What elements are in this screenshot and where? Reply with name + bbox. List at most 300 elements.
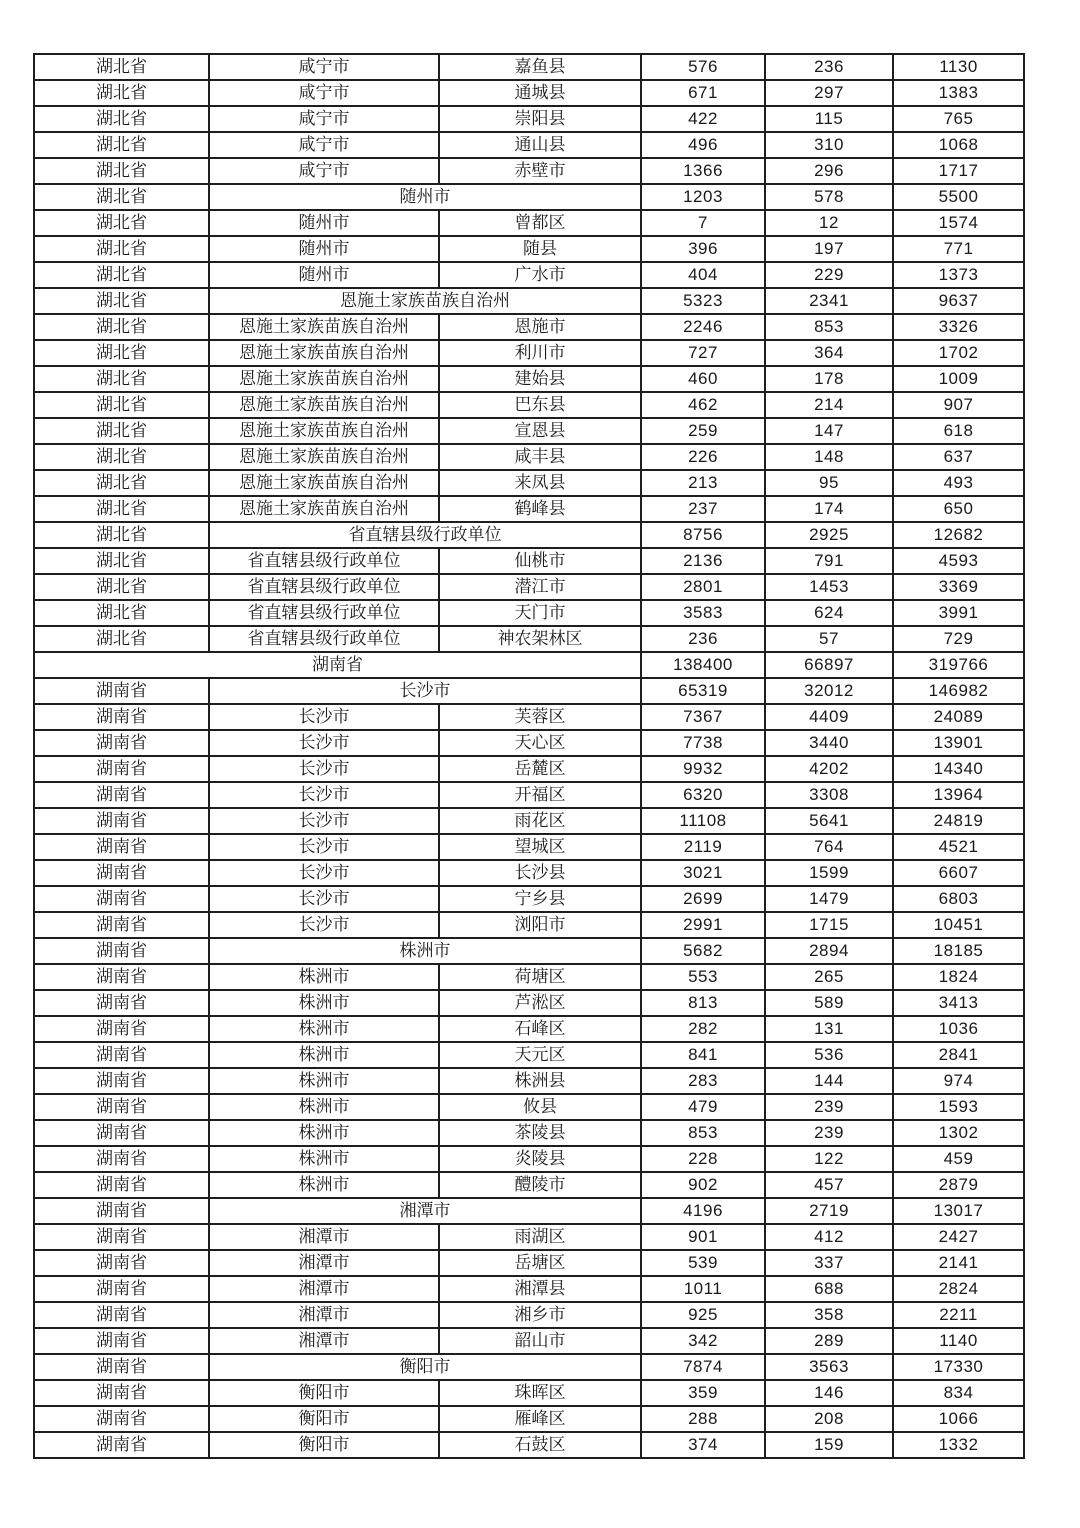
value-cell: 5500 — [893, 184, 1024, 210]
county-cell: 神农架林区 — [439, 626, 641, 652]
table-row — [34, 990, 1024, 1016]
value-cell: 229 — [765, 262, 893, 288]
value-cell: 813 — [641, 990, 765, 1016]
province-cell: 湖南省 — [34, 1042, 209, 1068]
value-cell: 115 — [765, 106, 893, 132]
city-summary-cell: 湘潭市 — [209, 1198, 641, 1224]
province-cell: 湖北省 — [34, 210, 209, 236]
value-cell: 259 — [641, 418, 765, 444]
city-cell: 咸宁市 — [209, 80, 439, 106]
province-cell: 湖北省 — [34, 262, 209, 288]
province-cell: 湖南省 — [34, 886, 209, 912]
province-cell: 湖南省 — [34, 1328, 209, 1354]
table-row — [34, 1068, 1024, 1094]
city-cell: 恩施土家族苗族自治州 — [209, 366, 439, 392]
city-cell: 湘潭市 — [209, 1276, 439, 1302]
table-row — [34, 1172, 1024, 1198]
city-cell: 湘潭市 — [209, 1224, 439, 1250]
value-cell: 576 — [641, 54, 765, 80]
city-cell: 咸宁市 — [209, 132, 439, 158]
value-cell: 265 — [765, 964, 893, 990]
value-cell: 925 — [641, 1302, 765, 1328]
province-cell: 湖南省 — [34, 730, 209, 756]
province-cell: 湖北省 — [34, 574, 209, 600]
value-cell: 197 — [765, 236, 893, 262]
table-row — [34, 834, 1024, 860]
value-cell: 2824 — [893, 1276, 1024, 1302]
table-row — [34, 808, 1024, 834]
province-cell: 湖南省 — [34, 1406, 209, 1432]
value-cell: 213 — [641, 470, 765, 496]
value-cell: 2211 — [893, 1302, 1024, 1328]
table-row — [34, 262, 1024, 288]
city-cell: 省直辖县级行政单位 — [209, 574, 439, 600]
city-cell: 咸宁市 — [209, 106, 439, 132]
table-row — [34, 1146, 1024, 1172]
value-cell: 618 — [893, 418, 1024, 444]
value-cell: 2119 — [641, 834, 765, 860]
value-cell: 146 — [765, 1380, 893, 1406]
value-cell: 2136 — [641, 548, 765, 574]
value-cell: 479 — [641, 1094, 765, 1120]
province-cell: 湖南省 — [34, 990, 209, 1016]
county-cell: 石峰区 — [439, 1016, 641, 1042]
table-row — [34, 600, 1024, 626]
city-cell: 恩施土家族苗族自治州 — [209, 470, 439, 496]
value-cell: 902 — [641, 1172, 765, 1198]
table-row — [34, 1328, 1024, 1354]
table-row — [34, 782, 1024, 808]
province-cell: 湖南省 — [34, 912, 209, 938]
value-cell: 342 — [641, 1328, 765, 1354]
county-cell: 湘潭县 — [439, 1276, 641, 1302]
value-cell: 1332 — [893, 1432, 1024, 1458]
province-cell: 湖南省 — [34, 704, 209, 730]
county-cell: 天元区 — [439, 1042, 641, 1068]
county-cell: 潜江市 — [439, 574, 641, 600]
county-cell: 天门市 — [439, 600, 641, 626]
table-row — [34, 678, 1024, 704]
value-cell: 3369 — [893, 574, 1024, 600]
value-cell: 4196 — [641, 1198, 765, 1224]
county-cell: 崇阳县 — [439, 106, 641, 132]
province-summary-cell: 湖南省 — [34, 652, 641, 678]
table-row — [34, 756, 1024, 782]
province-cell: 湖北省 — [34, 184, 209, 210]
value-cell: 688 — [765, 1276, 893, 1302]
city-cell: 湘潭市 — [209, 1328, 439, 1354]
value-cell: 493 — [893, 470, 1024, 496]
value-cell: 364 — [765, 340, 893, 366]
table-row — [34, 314, 1024, 340]
county-cell: 嘉鱼县 — [439, 54, 641, 80]
city-summary-cell: 恩施土家族苗族自治州 — [209, 288, 641, 314]
table-row — [34, 964, 1024, 990]
value-cell: 1036 — [893, 1016, 1024, 1042]
table-row — [34, 366, 1024, 392]
value-cell: 901 — [641, 1224, 765, 1250]
value-cell: 9637 — [893, 288, 1024, 314]
county-cell: 赤壁市 — [439, 158, 641, 184]
value-cell: 310 — [765, 132, 893, 158]
county-cell: 开福区 — [439, 782, 641, 808]
table-row — [34, 652, 1024, 678]
county-cell: 岳麓区 — [439, 756, 641, 782]
city-cell: 长沙市 — [209, 808, 439, 834]
value-cell: 14340 — [893, 756, 1024, 782]
province-cell: 湖南省 — [34, 938, 209, 964]
value-cell: 146982 — [893, 678, 1024, 704]
county-cell: 曾都区 — [439, 210, 641, 236]
table-row — [34, 132, 1024, 158]
value-cell: 2991 — [641, 912, 765, 938]
county-cell: 咸丰县 — [439, 444, 641, 470]
province-cell: 湖南省 — [34, 808, 209, 834]
county-cell: 浏阳市 — [439, 912, 641, 938]
value-cell: 650 — [893, 496, 1024, 522]
value-cell: 1593 — [893, 1094, 1024, 1120]
county-cell: 巴东县 — [439, 392, 641, 418]
county-cell: 芙蓉区 — [439, 704, 641, 730]
county-cell: 芦淞区 — [439, 990, 641, 1016]
city-cell: 咸宁市 — [209, 54, 439, 80]
city-cell: 长沙市 — [209, 860, 439, 886]
county-cell: 鹤峰县 — [439, 496, 641, 522]
value-cell: 236 — [641, 626, 765, 652]
value-cell: 2879 — [893, 1172, 1024, 1198]
city-cell: 长沙市 — [209, 756, 439, 782]
value-cell: 18185 — [893, 938, 1024, 964]
table-row — [34, 1016, 1024, 1042]
county-cell: 株洲县 — [439, 1068, 641, 1094]
table-row — [34, 548, 1024, 574]
value-cell: 3583 — [641, 600, 765, 626]
province-cell: 湖南省 — [34, 1354, 209, 1380]
county-cell: 石鼓区 — [439, 1432, 641, 1458]
table-row — [34, 1302, 1024, 1328]
value-cell: 1453 — [765, 574, 893, 600]
value-cell: 2341 — [765, 288, 893, 314]
value-cell: 765 — [893, 106, 1024, 132]
city-cell: 株洲市 — [209, 1016, 439, 1042]
value-cell: 13964 — [893, 782, 1024, 808]
table-row — [34, 1198, 1024, 1224]
province-cell: 湖南省 — [34, 1120, 209, 1146]
province-cell: 湖北省 — [34, 236, 209, 262]
value-cell: 1066 — [893, 1406, 1024, 1432]
value-cell: 337 — [765, 1250, 893, 1276]
province-cell: 湖北省 — [34, 496, 209, 522]
value-cell: 358 — [765, 1302, 893, 1328]
value-cell: 17330 — [893, 1354, 1024, 1380]
value-cell: 12682 — [893, 522, 1024, 548]
county-cell: 宁乡县 — [439, 886, 641, 912]
province-cell: 湖北省 — [34, 548, 209, 574]
province-cell: 湖南省 — [34, 1146, 209, 1172]
value-cell: 1717 — [893, 158, 1024, 184]
province-cell: 湖南省 — [34, 964, 209, 990]
value-cell: 8756 — [641, 522, 765, 548]
city-cell: 株洲市 — [209, 964, 439, 990]
value-cell: 3440 — [765, 730, 893, 756]
province-cell: 湖北省 — [34, 158, 209, 184]
table-row — [34, 938, 1024, 964]
value-cell: 764 — [765, 834, 893, 860]
table-row — [34, 80, 1024, 106]
city-summary-cell: 长沙市 — [209, 678, 641, 704]
value-cell: 237 — [641, 496, 765, 522]
city-cell: 株洲市 — [209, 1094, 439, 1120]
county-cell: 天心区 — [439, 730, 641, 756]
table-row — [34, 1224, 1024, 1250]
value-cell: 3308 — [765, 782, 893, 808]
province-cell: 湖南省 — [34, 1224, 209, 1250]
value-cell: 853 — [641, 1120, 765, 1146]
city-summary-cell: 省直辖县级行政单位 — [209, 522, 641, 548]
value-cell: 66897 — [765, 652, 893, 678]
table-row — [34, 1042, 1024, 1068]
value-cell: 7367 — [641, 704, 765, 730]
table-row — [34, 470, 1024, 496]
value-cell: 791 — [765, 548, 893, 574]
value-cell: 239 — [765, 1120, 893, 1146]
value-cell: 5323 — [641, 288, 765, 314]
table-row — [34, 1406, 1024, 1432]
province-cell: 湖南省 — [34, 1172, 209, 1198]
city-summary-cell: 随州市 — [209, 184, 641, 210]
city-cell: 湘潭市 — [209, 1302, 439, 1328]
city-cell: 省直辖县级行政单位 — [209, 548, 439, 574]
value-cell: 853 — [765, 314, 893, 340]
province-cell: 湖北省 — [34, 522, 209, 548]
value-cell: 1302 — [893, 1120, 1024, 1146]
value-cell: 359 — [641, 1380, 765, 1406]
value-cell: 671 — [641, 80, 765, 106]
county-cell: 韶山市 — [439, 1328, 641, 1354]
value-cell: 1366 — [641, 158, 765, 184]
value-cell: 174 — [765, 496, 893, 522]
city-cell: 恩施土家族苗族自治州 — [209, 314, 439, 340]
province-cell: 湖南省 — [34, 834, 209, 860]
value-cell: 5682 — [641, 938, 765, 964]
city-cell: 长沙市 — [209, 912, 439, 938]
province-cell: 湖南省 — [34, 1380, 209, 1406]
value-cell: 578 — [765, 184, 893, 210]
value-cell: 6803 — [893, 886, 1024, 912]
county-cell: 雁峰区 — [439, 1406, 641, 1432]
province-cell: 湖北省 — [34, 418, 209, 444]
value-cell: 1383 — [893, 80, 1024, 106]
value-cell: 1373 — [893, 262, 1024, 288]
value-cell: 2841 — [893, 1042, 1024, 1068]
county-cell: 利川市 — [439, 340, 641, 366]
province-cell: 湖北省 — [34, 132, 209, 158]
value-cell: 228 — [641, 1146, 765, 1172]
city-cell: 衡阳市 — [209, 1380, 439, 1406]
table-row — [34, 54, 1024, 80]
value-cell: 283 — [641, 1068, 765, 1094]
table-row — [34, 1094, 1024, 1120]
value-cell: 3326 — [893, 314, 1024, 340]
value-cell: 1574 — [893, 210, 1024, 236]
table-row — [34, 704, 1024, 730]
county-cell: 攸县 — [439, 1094, 641, 1120]
value-cell: 236 — [765, 54, 893, 80]
value-cell: 6320 — [641, 782, 765, 808]
value-cell: 147 — [765, 418, 893, 444]
province-cell: 湖北省 — [34, 366, 209, 392]
value-cell: 404 — [641, 262, 765, 288]
city-cell: 恩施土家族苗族自治州 — [209, 444, 439, 470]
province-cell: 湖北省 — [34, 626, 209, 652]
city-summary-cell: 株洲市 — [209, 938, 641, 964]
value-cell: 214 — [765, 392, 893, 418]
city-cell: 长沙市 — [209, 782, 439, 808]
county-cell: 珠晖区 — [439, 1380, 641, 1406]
value-cell: 462 — [641, 392, 765, 418]
table-row — [34, 1432, 1024, 1458]
value-cell: 459 — [893, 1146, 1024, 1172]
table-row — [34, 236, 1024, 262]
value-cell: 319766 — [893, 652, 1024, 678]
value-cell: 974 — [893, 1068, 1024, 1094]
value-cell: 24819 — [893, 808, 1024, 834]
province-cell: 湖北省 — [34, 54, 209, 80]
city-cell: 长沙市 — [209, 886, 439, 912]
value-cell: 32012 — [765, 678, 893, 704]
county-cell: 仙桃市 — [439, 548, 641, 574]
value-cell: 3991 — [893, 600, 1024, 626]
city-cell: 长沙市 — [209, 834, 439, 860]
province-cell: 湖南省 — [34, 1302, 209, 1328]
county-cell: 荷塘区 — [439, 964, 641, 990]
table-row — [34, 288, 1024, 314]
value-cell: 1068 — [893, 132, 1024, 158]
city-cell: 株洲市 — [209, 1042, 439, 1068]
value-cell: 178 — [765, 366, 893, 392]
county-cell: 茶陵县 — [439, 1120, 641, 1146]
table-row — [34, 912, 1024, 938]
value-cell: 7 — [641, 210, 765, 236]
value-cell: 1479 — [765, 886, 893, 912]
value-cell: 457 — [765, 1172, 893, 1198]
city-cell: 株洲市 — [209, 1146, 439, 1172]
value-cell: 422 — [641, 106, 765, 132]
value-cell: 2141 — [893, 1250, 1024, 1276]
value-cell: 9932 — [641, 756, 765, 782]
city-cell: 省直辖县级行政单位 — [209, 600, 439, 626]
city-cell: 随州市 — [209, 262, 439, 288]
province-cell: 湖南省 — [34, 1094, 209, 1120]
province-cell: 湖北省 — [34, 80, 209, 106]
table-row — [34, 1120, 1024, 1146]
value-cell: 4202 — [765, 756, 893, 782]
table-row — [34, 496, 1024, 522]
county-cell: 随县 — [439, 236, 641, 262]
value-cell: 122 — [765, 1146, 893, 1172]
county-cell: 广水市 — [439, 262, 641, 288]
value-cell: 771 — [893, 236, 1024, 262]
province-cell: 湖南省 — [34, 860, 209, 886]
table-row — [34, 886, 1024, 912]
value-cell: 834 — [893, 1380, 1024, 1406]
city-cell: 株洲市 — [209, 1068, 439, 1094]
value-cell: 729 — [893, 626, 1024, 652]
value-cell: 374 — [641, 1432, 765, 1458]
city-cell: 衡阳市 — [209, 1406, 439, 1432]
value-cell: 159 — [765, 1432, 893, 1458]
city-cell: 恩施土家族苗族自治州 — [209, 340, 439, 366]
province-cell: 湖北省 — [34, 600, 209, 626]
value-cell: 2719 — [765, 1198, 893, 1224]
city-cell: 省直辖县级行政单位 — [209, 626, 439, 652]
value-cell: 297 — [765, 80, 893, 106]
table-row — [34, 860, 1024, 886]
value-cell: 6607 — [893, 860, 1024, 886]
province-cell: 湖南省 — [34, 1250, 209, 1276]
province-cell: 湖南省 — [34, 756, 209, 782]
value-cell: 11108 — [641, 808, 765, 834]
province-cell: 湖南省 — [34, 782, 209, 808]
value-cell: 3021 — [641, 860, 765, 886]
value-cell: 2427 — [893, 1224, 1024, 1250]
value-cell: 24089 — [893, 704, 1024, 730]
province-cell: 湖北省 — [34, 470, 209, 496]
value-cell: 4593 — [893, 548, 1024, 574]
value-cell: 289 — [765, 1328, 893, 1354]
county-cell: 通山县 — [439, 132, 641, 158]
table-row — [34, 158, 1024, 184]
city-summary-cell: 衡阳市 — [209, 1354, 641, 1380]
value-cell: 5641 — [765, 808, 893, 834]
value-cell: 57 — [765, 626, 893, 652]
value-cell: 1009 — [893, 366, 1024, 392]
table-row — [34, 418, 1024, 444]
region-statistics-table — [33, 53, 1025, 1459]
city-cell: 株洲市 — [209, 990, 439, 1016]
value-cell: 841 — [641, 1042, 765, 1068]
province-cell: 湖南省 — [34, 1068, 209, 1094]
value-cell: 1824 — [893, 964, 1024, 990]
value-cell: 3413 — [893, 990, 1024, 1016]
value-cell: 95 — [765, 470, 893, 496]
province-cell: 湖南省 — [34, 678, 209, 704]
value-cell: 148 — [765, 444, 893, 470]
value-cell: 296 — [765, 158, 893, 184]
value-cell: 12 — [765, 210, 893, 236]
table-row — [34, 444, 1024, 470]
value-cell: 3563 — [765, 1354, 893, 1380]
value-cell: 65319 — [641, 678, 765, 704]
value-cell: 138400 — [641, 652, 765, 678]
value-cell: 1130 — [893, 54, 1024, 80]
value-cell: 4521 — [893, 834, 1024, 860]
value-cell: 1715 — [765, 912, 893, 938]
value-cell: 624 — [765, 600, 893, 626]
county-cell: 炎陵县 — [439, 1146, 641, 1172]
value-cell: 239 — [765, 1094, 893, 1120]
value-cell: 131 — [765, 1016, 893, 1042]
value-cell: 1011 — [641, 1276, 765, 1302]
city-cell: 株洲市 — [209, 1120, 439, 1146]
value-cell: 536 — [765, 1042, 893, 1068]
county-cell: 岳塘区 — [439, 1250, 641, 1276]
province-cell: 湖北省 — [34, 340, 209, 366]
value-cell: 412 — [765, 1224, 893, 1250]
value-cell: 288 — [641, 1406, 765, 1432]
county-cell: 通城县 — [439, 80, 641, 106]
province-cell: 湖北省 — [34, 392, 209, 418]
